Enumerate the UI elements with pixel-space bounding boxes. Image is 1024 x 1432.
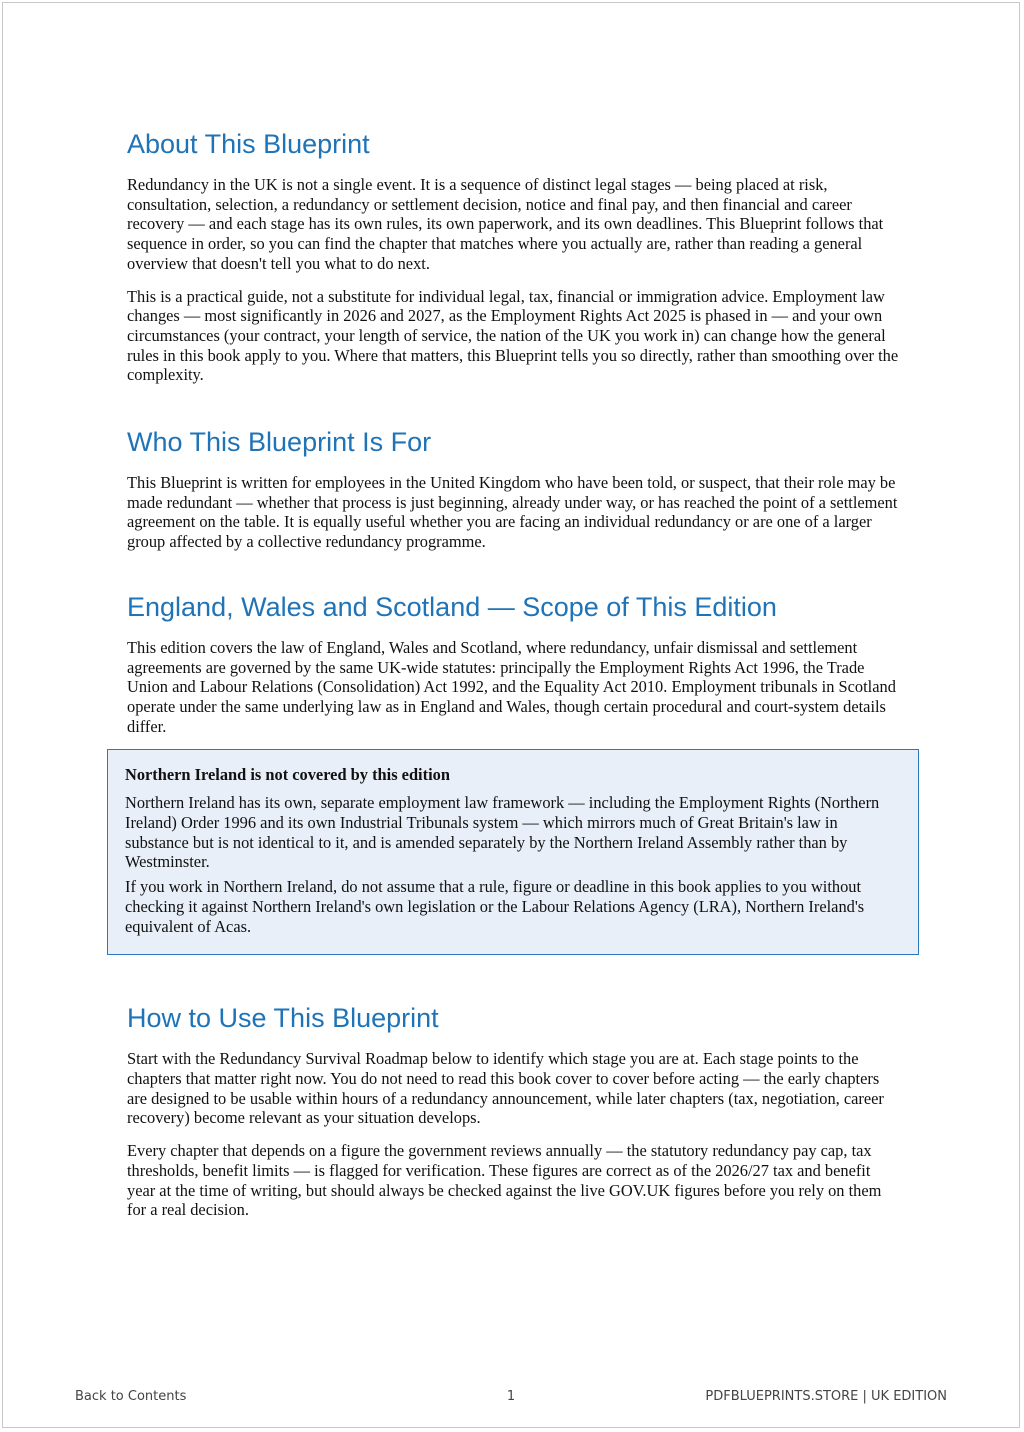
section-how-to-use — [127, 1001, 899, 1220]
page-number: 1 — [506, 1389, 516, 1404]
callout-title: Northern Ireland is not covered by this edition — [125, 765, 450, 785]
paragraph: Start with the Redundancy Survival Roadmap below to identify which stage you are at. Each stage points to the chapters that matter right now. You do not need to read this book cover to cover before acting — the early chapters are designed to be usable within hours of a redundancy announcement, while later chapters (tax, negotiation, career recovery) become relevant as your situation develops. — [127, 1049, 884, 1128]
section-heading: About This Blueprint — [127, 129, 370, 159]
callout-paragraph: If you work in Northern Ireland, do not assume that a rule, figure or deadline in this book applies to you without checking it against Northern Ireland's own legislation or the Labour Relations Agency (LRA), Northern Ireland's equivalent of Acas. — [125, 877, 865, 936]
callout-wrapper — [127, 749, 899, 955]
northern-ireland-callout — [107, 749, 919, 955]
callout-paragraph: Northern Ireland has its own, separate employment law framework — including the Employment Rights (Northern Ireland) Order 1996 and its own Industrial Tribunals system — which mirrors much of Great Britain's law in substance but is not identical to it, and is amended separately by the Northern Ireland Assembly rather than by Westminster. — [125, 793, 880, 872]
section-heading: How to Use This Blueprint — [127, 1003, 439, 1034]
section-heading: Who This Blueprint Is For — [127, 427, 432, 458]
section-who-for — [127, 425, 899, 552]
back-to-contents-link[interactable]: Back to Contents — [75, 1389, 187, 1404]
footer-brand: PDFBLUEPRINTS.STORE | UK EDITION — [705, 1389, 947, 1404]
paragraph: Every chapter that depends on a figure the government reviews annually — the statutory redundancy pay cap, tax thresholds, benefit limits — is flagged for verification. These figures are correct as of the 2026/27 tax and benefit year at the time of writing, but should always be checked against the live GOV.UK figures before you rely on them for a real decision. — [127, 1141, 882, 1220]
paragraph: Redundancy in the UK is not a single event. It is a sequence of distinct legal stages — being placed at risk, consultation, selection, a redundancy or settlement decision, notice and final pay, and then financial and career recovery — and each stage has its own rules, its own paperwork, and its own deadlines. This Blueprint follows that sequence in order, so you can find the chapter that matches where you actually are, rather than reading a general overview that doesn't tell you what to do next. — [127, 175, 884, 273]
section-about — [127, 127, 899, 385]
section-scope — [127, 590, 899, 737]
paragraph: This is a practical guide, not a substitute for individual legal, tax, financial or immigration advice. Employment law changes — most significantly in 2026 and 2027, as the Employment Rights Act 2025 is phased in — and your own circumstances (your contract, your length of service, the nation of the UK you work in) can change how the general rules in this book apply to you. Where that matters, this Blueprint tells you so directly, rather than smoothing over the complexity. — [127, 286, 899, 385]
paragraph: This edition covers the law of England, Wales and Scotland, where redundancy, unfair dismissal and settlement agreements are governed by the same UK-wide statutes: principally the Employment Rights Act 1996, the Trade Union and Labour Relations (Consolidation) Act 1992, and the Equality Act 2010. Employment tribunals in Scotland operate under the same underlying law as in England and Wales, though certain procedural and court-system details differ. — [127, 637, 896, 736]
section-heading: England, Wales and Scotland — Scope of This Edition — [127, 591, 777, 622]
page-content — [127, 127, 899, 1258]
page-footer — [75, 1389, 947, 1404]
paragraph: This Blueprint is written for employees in the United Kingdom who have been told, or suspect, that their role may be made redundant — whether that process is just beginning, already under way, or has reached the point of a settlement agreement on the table. It is equally useful whether you are facing an individual redundancy or are one of a larger group affected by a collective redundancy programme. — [127, 473, 898, 552]
document-page — [2, 2, 1020, 1428]
